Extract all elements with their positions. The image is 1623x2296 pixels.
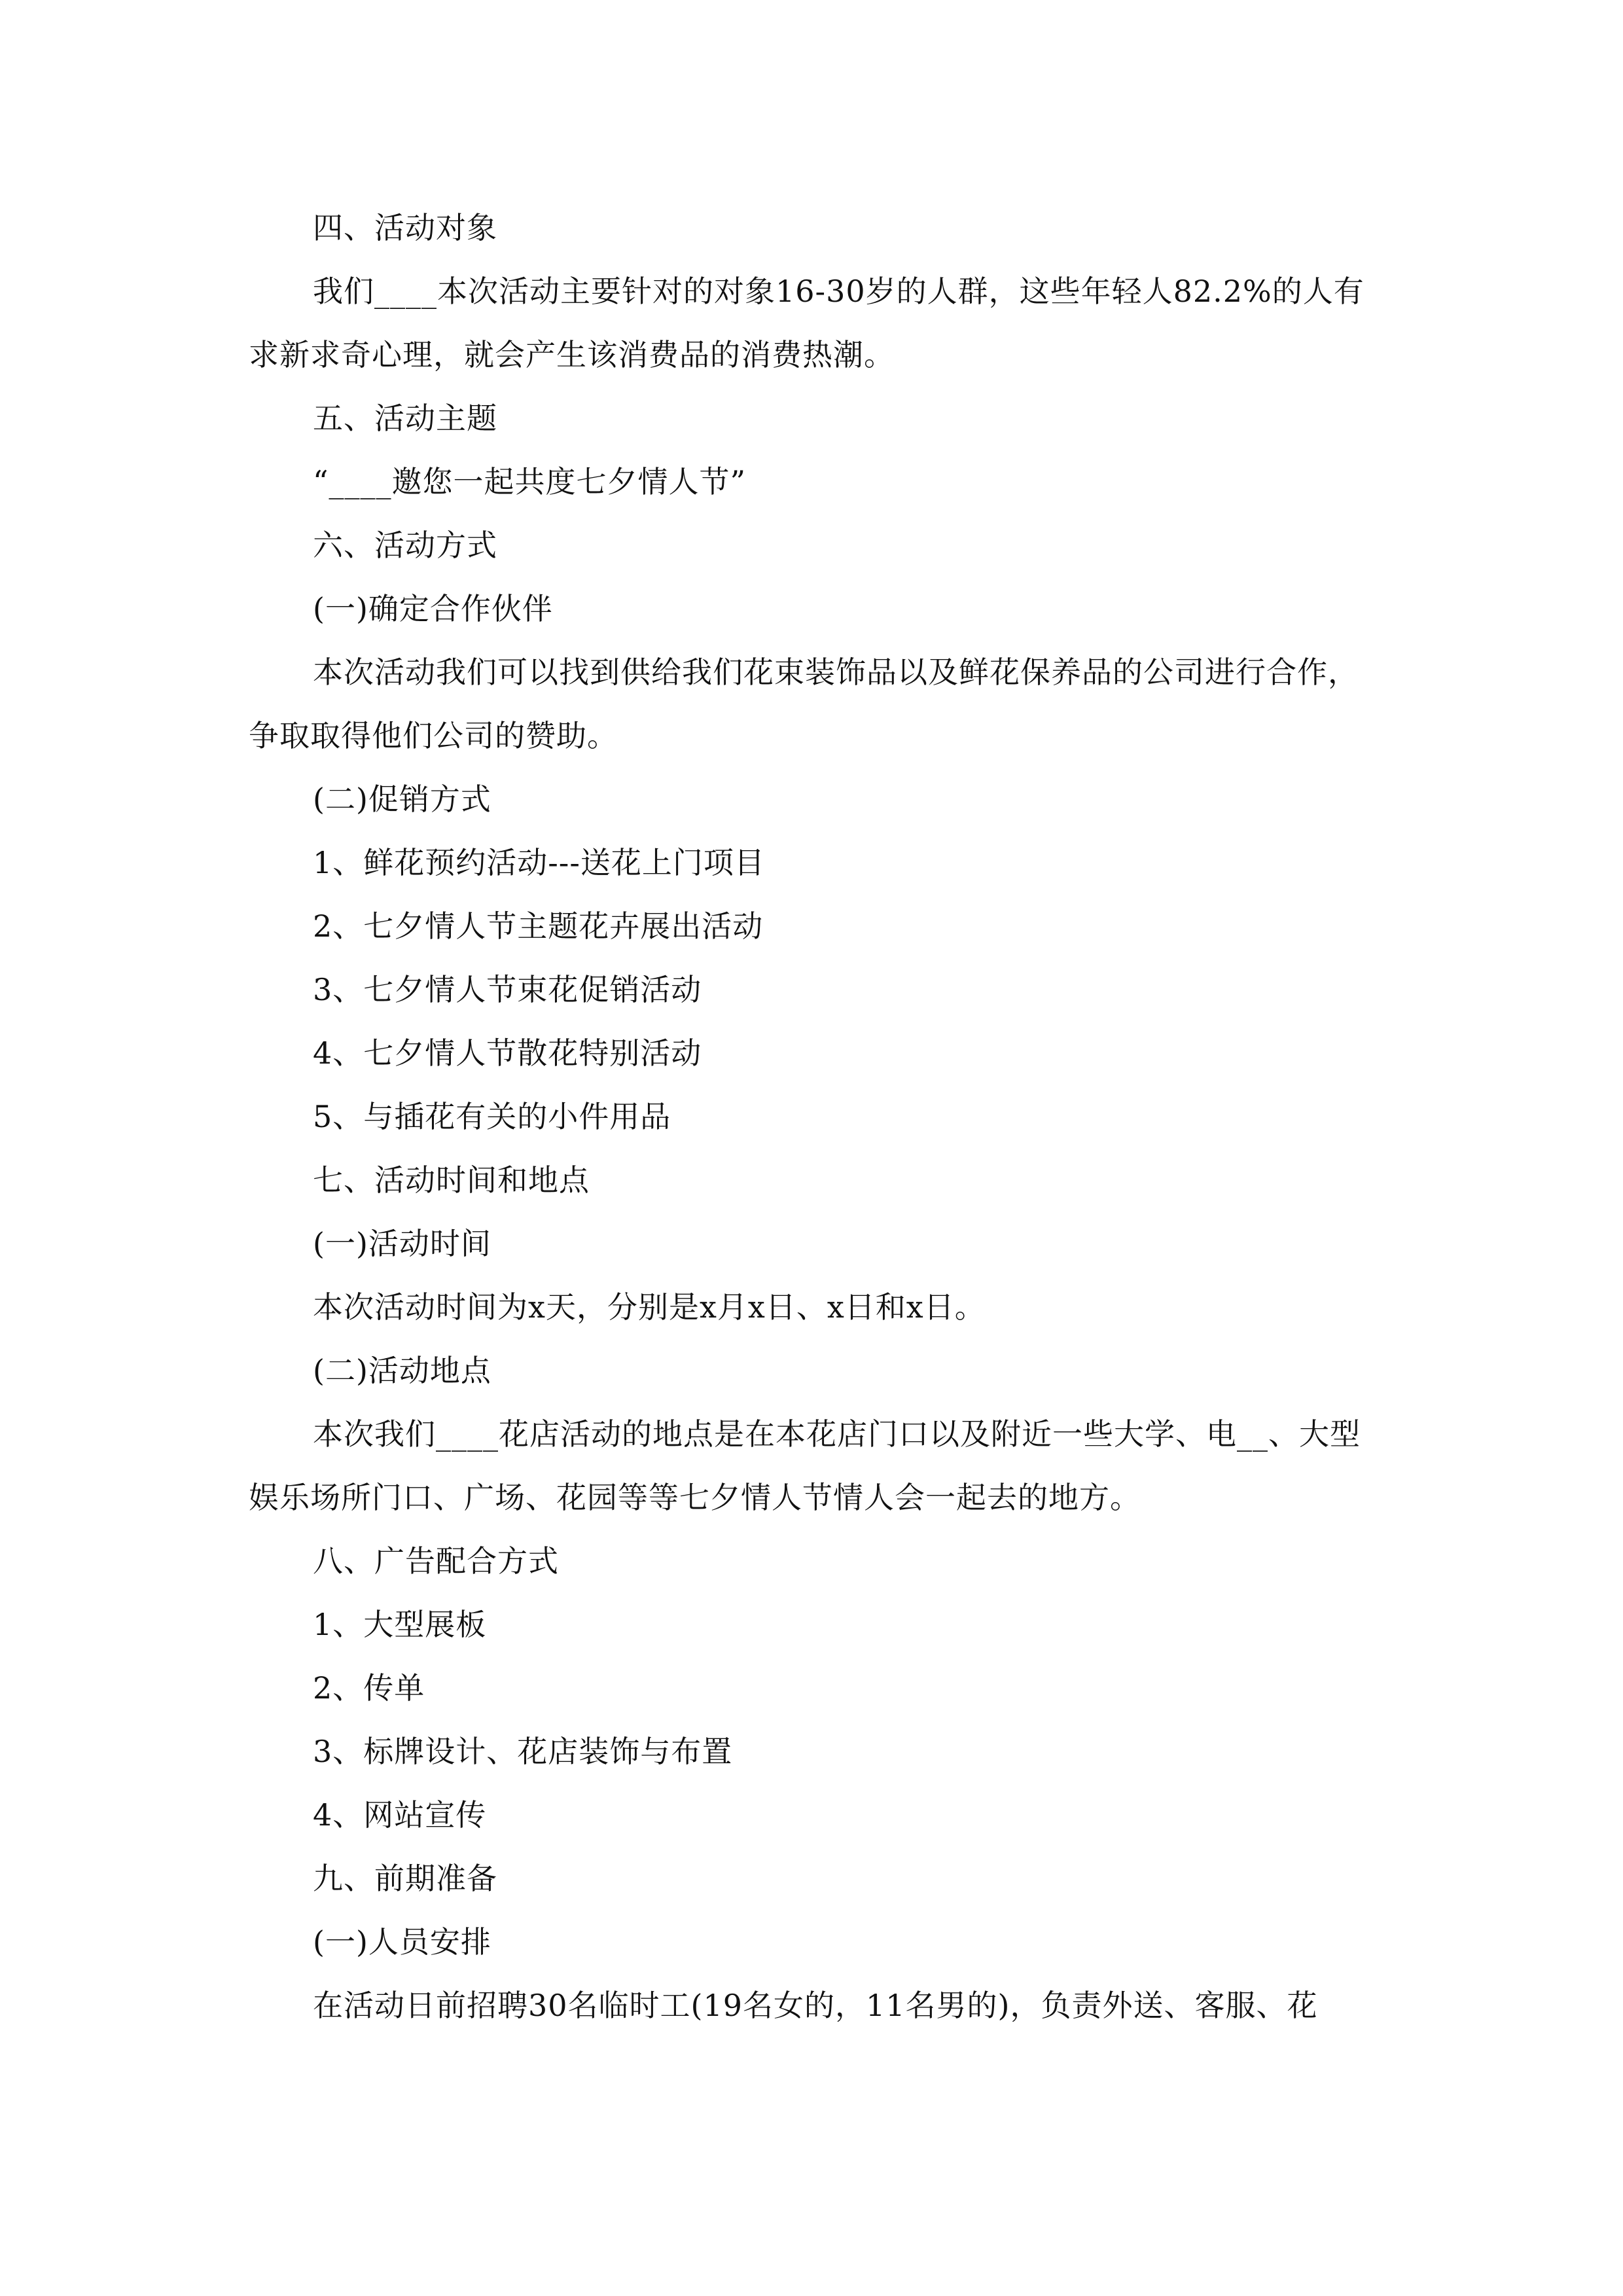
paragraph-partners: 本次活动我们可以找到供给我们花束装饰品以及鲜花保养品的公司进行合作，争取取得他们公司的赞助。 — [249, 655, 1359, 753]
subheading-place: (二)活动地点 — [313, 1353, 491, 1388]
document-body — [249, 196, 1378, 2037]
subheading-time: (一)活动时间 — [313, 1226, 491, 1261]
list-item: 4、七夕情人节散花特别活动 — [313, 1035, 702, 1071]
list-item: 3、标牌设计、花店装饰与布置 — [313, 1734, 733, 1769]
list-item: 1、大型展板 — [313, 1607, 487, 1642]
paragraph-place: 本次我们____花店活动的地点是在本花店门口以及附近一些大学、电__、大型娱乐场所门口、广场、花园等等七夕情人节情人会一起去的地方。 — [249, 1416, 1361, 1515]
list-item: 5、与插花有关的小件用品 — [313, 1099, 671, 1134]
subheading-staffing: (一)人员安排 — [313, 1924, 491, 1960]
section-heading-target-audience: 四、活动对象 — [313, 210, 497, 245]
paragraph-time: 本次活动时间为x天，分别是x月x日、x日和x日。 — [313, 1289, 986, 1325]
subheading-promotion: (二)促销方式 — [313, 781, 491, 817]
list-item: 3、七夕情人节束花促销活动 — [313, 972, 702, 1007]
section-heading-time-place: 七、活动时间和地点 — [313, 1162, 590, 1198]
list-item: 2、七夕情人节主题花卉展出活动 — [313, 908, 764, 944]
list-item: 2、传单 — [313, 1670, 425, 1706]
subheading-partners: (一)确定合作伙伴 — [313, 591, 553, 626]
section-heading-theme: 五、活动主题 — [313, 401, 497, 436]
paragraph-staffing: 在活动日前招聘30名临时工(19名女的，11名男的)，负责外送、客服、花 — [313, 1988, 1318, 2023]
paragraph-target-audience: 我们____本次活动主要针对的对象16-30岁的人群，这些年轻人82.2%的人有求新求奇心理，就会产生该消费品的消费热潮。 — [249, 274, 1364, 372]
list-item: 4、网站宣传 — [313, 1797, 487, 1833]
section-heading-methods: 六、活动方式 — [313, 528, 497, 563]
paragraph-theme: “____邀您一起共度七夕情人节” — [313, 464, 747, 499]
list-item: 1、鲜花预约活动---送花上门项目 — [313, 845, 765, 880]
section-heading-preparation: 九、前期准备 — [313, 1861, 497, 1896]
section-heading-advertising: 八、广告配合方式 — [313, 1543, 559, 1579]
